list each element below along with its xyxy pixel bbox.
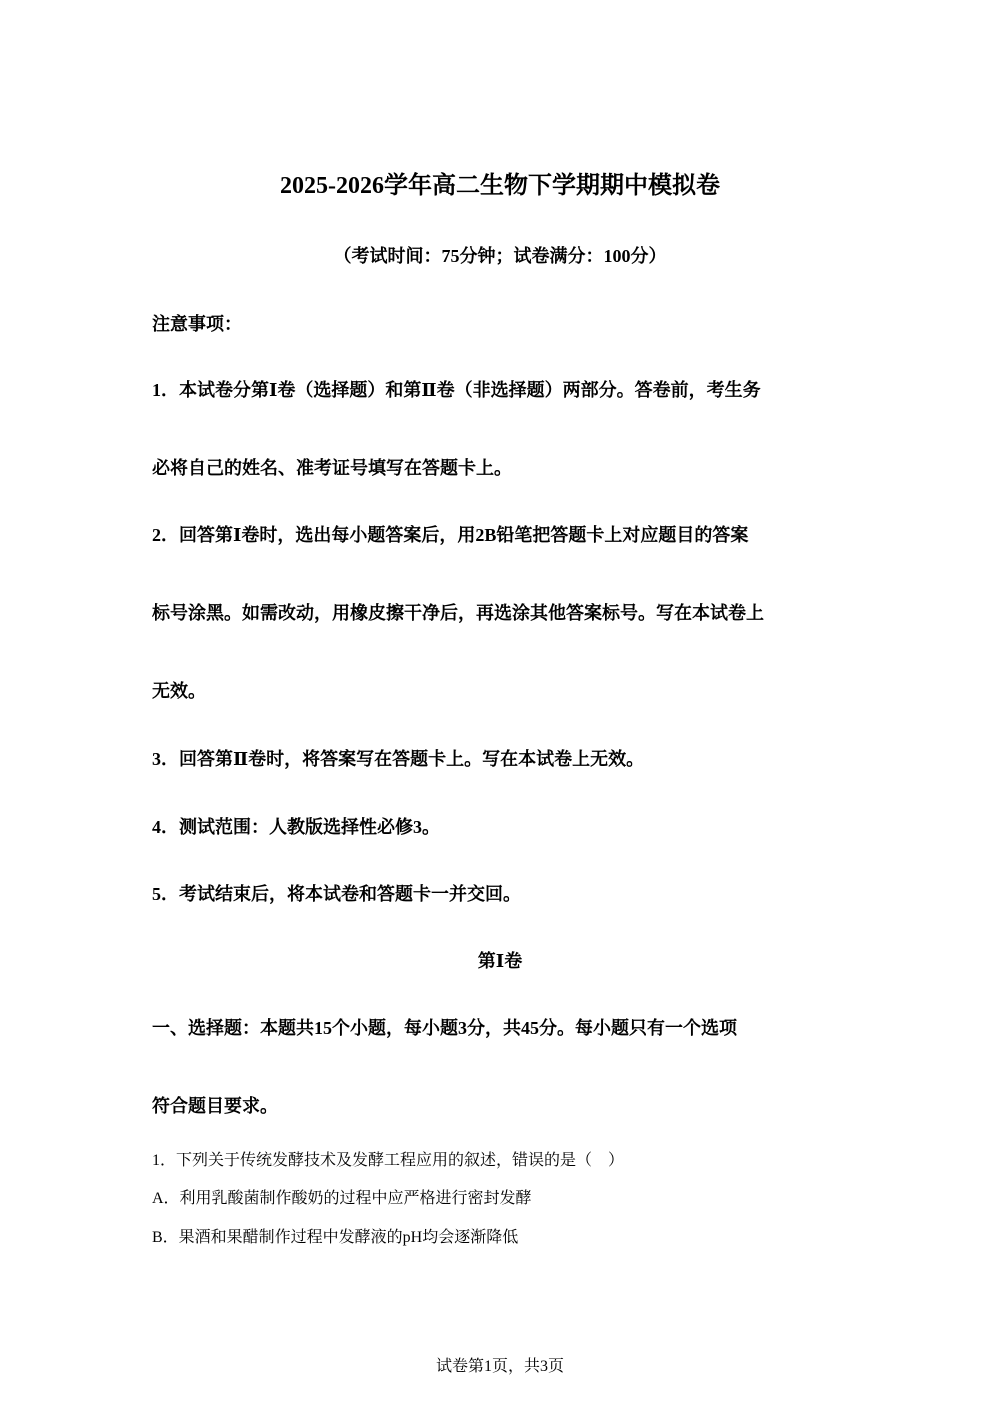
notice-item-2-line-2: 标号涂黑。如需改动，用橡皮擦干净后，再选涂其他答案标号。写在本试卷上 (152, 603, 764, 623)
notice-item-2-line-3: 无效。 (152, 681, 206, 701)
notice-item-2-line-1: 2．回答第Ⅰ卷时，选出每小题答案后，用2B铅笔把答题卡上对应题目的答案 (152, 525, 749, 545)
notice-item-3: 3．回答第Ⅱ卷时，将答案写在答题卡上。写在本试卷上无效。 (152, 749, 645, 769)
notice-item-5: 5．考试结束后，将本试卷和答题卡一并交回。 (152, 884, 521, 904)
notice-heading: 注意事项： (152, 314, 242, 334)
exam-info-subtitle: （考试时间：75分钟；试卷满分：100分） (333, 246, 667, 266)
volume-heading: 第Ⅰ卷 (477, 951, 523, 971)
question-option-a: A．利用乳酸菌制作酸奶的过程中应严格进行密封发酵 (152, 1190, 532, 1207)
notice-item-4: 4．测试范围：人教版选择性必修3。 (152, 817, 440, 837)
notice-item-1-line-2: 必将自己的姓名、准考证号填写在答题卡上。 (152, 458, 512, 478)
question-stem: 1．下列关于传统发酵技术及发酵工程应用的叙述，错误的是（ ） (152, 1152, 625, 1169)
section-instructions-line-1: 一、选择题：本题共15个小题，每小题3分，共45分。每小题只有一个选项 (152, 1018, 737, 1038)
section-instructions-line-2: 符合题目要求。 (152, 1096, 278, 1116)
question-option-b: B．果酒和果醋制作过程中发酵液的pH均会逐渐降低 (152, 1229, 519, 1246)
notice-item-1-line-1: 1．本试卷分第Ⅰ卷（选择题）和第Ⅱ卷（非选择题）两部分。答卷前，考生务 (152, 380, 761, 400)
document-title: 2025-2026学年高二生物下学期期中模拟卷 (280, 173, 720, 199)
page-footer: 试卷第1页，共3页 (435, 1358, 564, 1375)
